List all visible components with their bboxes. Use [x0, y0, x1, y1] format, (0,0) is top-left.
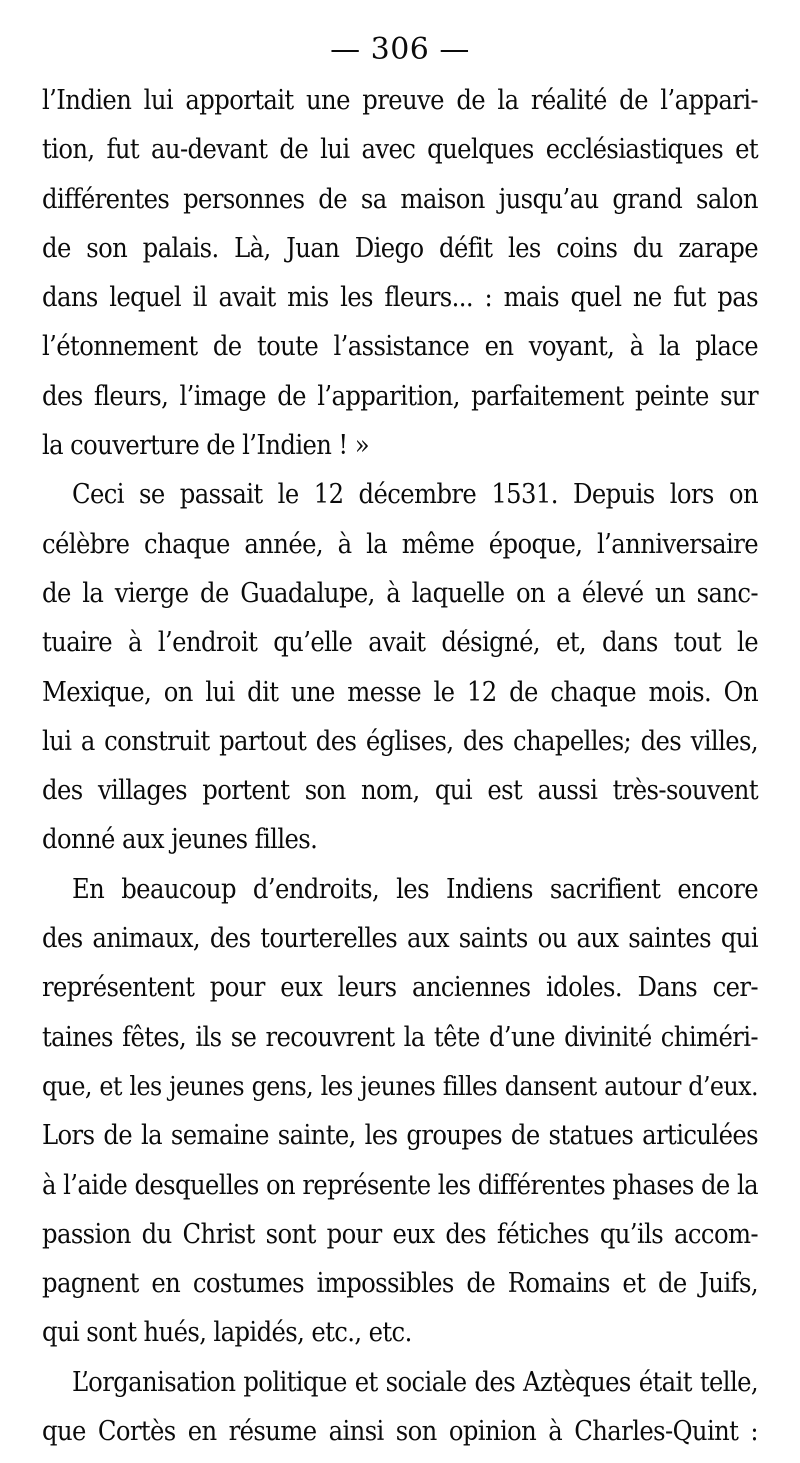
page-number: — 306 —: [330, 32, 470, 67]
text-line: L’organisation politique et sociale des Aztèques était telle,: [72, 1366, 758, 1398]
text-line: pagnent en costumes impossibles de Romains et de Juifs,: [42, 1268, 758, 1300]
text-line: que Cortès en résume ainsi son opinion à Charles-Quint :: [42, 1416, 758, 1448]
text-line: célèbre chaque année, à la même époque, l’anniversaire: [42, 528, 758, 560]
text-line: passion du Christ sont pour eux des fétiches qu’ils accom-: [42, 1218, 758, 1250]
text-line: dans lequel il avait mis les fleurs... : mais quel ne fut pas: [42, 282, 758, 314]
text-line: l’Indien lui apportait une preuve de la réalité de l’appari-: [42, 85, 758, 116]
text-line: de son palais. Là, Juan Diego défit les coins du zarape: [42, 232, 758, 264]
text-line: lui a construit partout des églises, des chapelles; des villes,: [42, 725, 758, 757]
text-line: Lors de la semaine sainte, les groupes de statues articulées: [42, 1120, 758, 1152]
text-line: Mexique, on lui dit une messe le 12 de chaque mois. On: [42, 676, 758, 708]
text-line: donné aux jeunes filles.: [42, 824, 318, 856]
text-line: l’étonnement de toute l’assistance en voyant, à la place: [42, 331, 758, 363]
text-line: En beaucoup d’endroits, les Indiens sacrifient encore: [72, 873, 758, 905]
text-line: des villages portent son nom, qui est aussi très-souvent: [42, 775, 758, 807]
text-line: représentent pour eux leurs anciennes idoles. Dans cer-: [42, 972, 758, 1004]
text-line: différentes personnes de sa maison jusqu’au grand salon: [42, 183, 758, 215]
body-text: [42, 76, 758, 1456]
text-line: tion, fut au-devant de lui avec quelques ecclésiastiques et: [42, 134, 758, 166]
text-line: à l’aide desquelles on représente les différentes phases de la: [42, 1169, 758, 1201]
text-line: des animaux, des tourterelles aux saints ou aux saintes qui: [42, 923, 758, 955]
text-line: qui sont hués, lapidés, etc., etc.: [42, 1317, 412, 1349]
text-line: la couverture de l’Indien ! »: [42, 430, 369, 462]
text-line: des fleurs, l’image de l’apparition, parfaitement peinte sur: [42, 380, 758, 412]
text-line: Ceci se passait le 12 décembre 1531. Depuis lors on: [72, 479, 758, 511]
text-line: tuaire à l’endroit qu’elle avait désigné, et, dans tout le: [42, 627, 758, 659]
text-line: de la vierge de Guadalupe, à laquelle on a élevé un sanc-: [42, 577, 758, 609]
text-line: taines fêtes, ils se recouvrent la tête d’une divinité chiméri-: [42, 1021, 758, 1053]
text-line: que, et les jeunes gens, les jeunes filles dansent autour d’eux.: [42, 1070, 758, 1102]
